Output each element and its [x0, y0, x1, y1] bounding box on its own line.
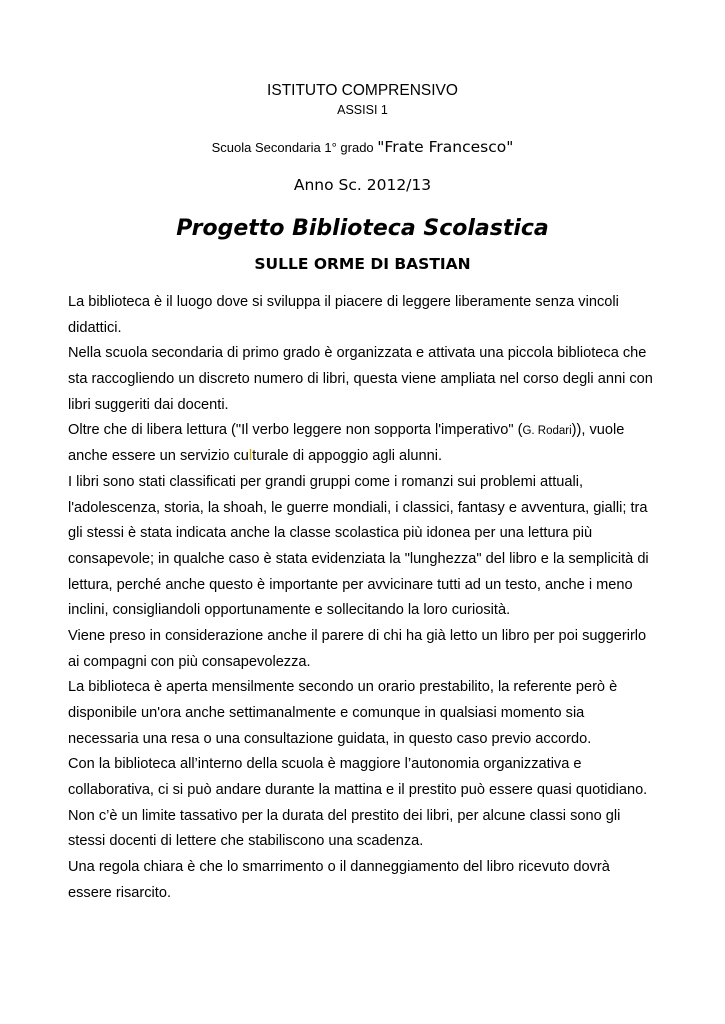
- document-title: Progetto Biblioteca Scolastica: [176, 216, 549, 241]
- institute-heading: ISTITUTO COMPRENSIVO: [267, 82, 458, 99]
- text-line: didattici.: [68, 319, 122, 336]
- document-subtitle: SULLE ORME DI BASTIAN: [254, 255, 471, 273]
- text-line: Nella scuola secondaria di primo grado è organizzata e attivata una piccola biblioteca che: [68, 345, 647, 362]
- text-line-quote: [68, 418, 668, 444]
- text-line: lettura, perché anche questo è importante per avvicinare tutti ad un testo, anche i meno: [68, 576, 633, 593]
- text-line: stessi docenti di lettere che stabiliscono una scadenza.: [68, 833, 424, 850]
- school-year: Anno Sc. 2012/13: [293, 176, 432, 194]
- school-line: [0, 138, 725, 157]
- text-line-accent: [68, 444, 668, 470]
- school-prefix: Scuola Secondaria 1° grado: [211, 140, 378, 155]
- text-line: consapevole; in qualche caso è stata evidenziata la "lunghezza" del libro e la semplicità di: [68, 550, 649, 567]
- institute-city: ASSISI 1: [337, 103, 388, 117]
- text-line: I libri sono stati classificati per grandi gruppi come i romanzi sui problemi attuali,: [68, 473, 584, 490]
- text-line: disponibile un'ora anche settimanalmente e comunque in qualsiasi momento sia: [68, 705, 585, 721]
- school-name: "Frate Francesco": [377, 138, 514, 156]
- text-line: Viene preso in considerazione anche il parere di chi ha già letto un libro per poi suggerirlo: [68, 627, 647, 644]
- text-line: Non c’è un limite tassativo per la durata del prestito dei libri, per alcune classi sono gli: [68, 807, 621, 824]
- text-line: collaborativa, ci si può andare durante la mattina e il prestito può essere quasi quotidiano.: [68, 782, 648, 799]
- text-line: sta raccogliendo un discreto numero di libri, questa viene ampliata nel corso degli anni con: [68, 371, 653, 388]
- text-line: Con la biblioteca all’interno della scuola è maggiore l’autonomia organizzativa e: [68, 756, 582, 773]
- quote-before: Oltre che di libera lettura ("Il verbo leggere non sopporta l'imperativo" (: [68, 422, 523, 439]
- accent-before: anche essere un servizio cu: [68, 448, 249, 465]
- text-line: essere risarcito.: [68, 884, 171, 901]
- quote-author: G. Rodari: [522, 425, 572, 438]
- text-line: gli stessi è stata indicata anche la classe scolastica più idonea per una lettura più: [68, 525, 593, 542]
- body-text: [68, 290, 668, 907]
- quote-after: )), vuole: [571, 422, 625, 439]
- text-line: Una regola chiara è che lo smarrimento o il danneggiamento del libro ricevuto dovrà: [68, 859, 610, 876]
- text-line: libri suggeriti dai docenti.: [68, 396, 229, 413]
- text-line: ai compagni con più consapevolezza.: [68, 653, 311, 670]
- text-line: La biblioteca è il luogo dove si sviluppa il piacere di leggere liberamente senza vincoli: [68, 294, 619, 310]
- text-line: La biblioteca è aperta mensilmente secondo un orario prestabilito, la referente però è: [68, 679, 618, 696]
- accent-letter: l: [248, 448, 253, 465]
- text-line: inclini, consigliandoli opportunamente e sollecitando la loro curiosità.: [68, 602, 511, 619]
- text-line: l'adolescenza, storia, la shoah, le guerre mondiali, i classici, fantasy e avventura, gialli; tra: [68, 499, 648, 516]
- text-line: necessaria una resa o una consultazione guidata, in questo caso previo accordo.: [68, 730, 592, 747]
- accent-after: turale di appoggio agli alunni.: [252, 448, 443, 465]
